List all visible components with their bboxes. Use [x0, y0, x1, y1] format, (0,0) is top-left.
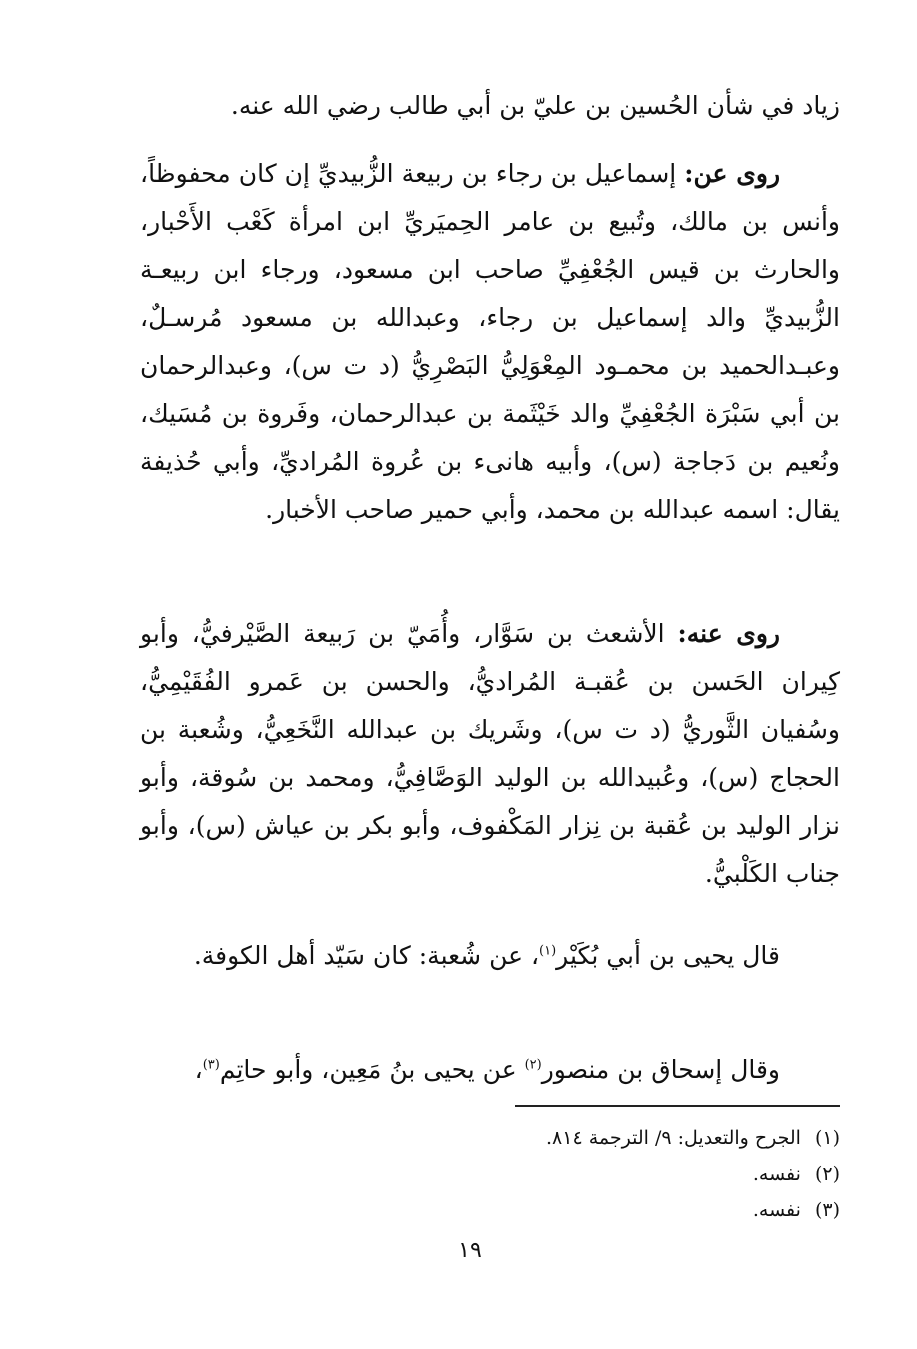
paragraph-text: ، — [194, 1055, 203, 1084]
paragraph-text: إسماعيل بن رجاء بن ربيعة الزُّبيديِّ إن كان محفوظاً، وأنس بن مالك، وتُبيع بن عامر الحِميَريِّ ابن امرأة كَعْب الأَحْبار، والحارث بن قيس الجُعْفِيِّ صاحب ابن مسعود، ورجاء ابن ربيعـة الزُّبيديِّ والد إسماعيل بن رجاء، وعبدالله بن مسعود مُرسـلٌ، وعبـدالحميد بن محمـود المِعْوَلِيُّ البَصْرِيُّ (د ت س)، وعبدالرحمان بن أبي سَبْرَة الجُعْفِيِّ والد خَيْثَمة بن عبدالرحمان، وفَروة بن مُسَيك، ونُعيم بن دَجاجة (س)، وأبيه هانىء بن عُروة المُراديِّ، وأبي حُذيفة يقال: اسمه عبدالله بن محمد، وأبي حمير صاحب الأخبار. — [140, 159, 840, 524]
paragraph-lead: روى عن: — [684, 159, 781, 188]
page-number: ١٩ — [458, 1238, 482, 1263]
footnote-divider — [515, 1105, 840, 1107]
footnote-item — [480, 1120, 840, 1156]
paragraph-text: قال يحيى بن أبي بُكَيْر — [556, 941, 780, 970]
paragraph-lead: روى عنه: — [677, 619, 780, 648]
footnotes — [480, 1120, 840, 1228]
footnote-number: (٢) — [814, 1163, 840, 1185]
paragraph-text: ، عن شُعبة: كان سَيّد أهل الكوفة. — [193, 941, 540, 970]
footnote-ref-2[interactable]: (٢) — [524, 1057, 542, 1073]
footnote-item — [480, 1156, 840, 1192]
footnote-ref-3[interactable]: (٣) — [202, 1057, 220, 1073]
paragraph-text: الأشعث بن سَوَّار، وأُمَيّ بن رَبيعة الصَّيْرفيُّ، وأبو كِيران الحَسن بن عُقبـة المُراديُّ، والحسن بن عَمرو الفُقَيْمِيُّ، وسُفيان الثَّوريُّ (د ت س)، وشَريك بن عبدالله النَّخَعِيُّ، وشُعبة بن الحجاج (س)، وعُبيدالله بن الوليد الوَصَّافِيُّ، ومحمد بن سُوقة، وأبو نزار الوليد بن عُقبة بن نِزار المَكْفوف، وأبو بكر بن عياش (س)، وأبو جناب الكَلْبيُّ. — [140, 619, 840, 888]
paragraph-continuation — [140, 82, 840, 130]
footnote-item — [480, 1192, 840, 1228]
footnote-ref-1[interactable]: (١) — [539, 943, 557, 959]
paragraph-ishaq-quote — [140, 1046, 840, 1094]
paragraph-text: زياد في شأن الحُسين بن عليّ بن أبي طالب رضي الله عنه. — [230, 91, 840, 120]
footnote-text: نفسه. — [752, 1199, 801, 1221]
footnote-number: (٣) — [814, 1199, 840, 1221]
paragraph-text: وقال إسحاق بن منصور — [541, 1055, 780, 1084]
paragraph-text: عن يحيى بنُ مَعِين، وأبو حاتِم — [219, 1055, 525, 1084]
paragraph-shuba-quote — [140, 932, 840, 980]
paragraph-narrated-from — [140, 150, 840, 534]
footnote-text: الجرح والتعديل: ٩/ الترجمة ٨١٤. — [546, 1127, 801, 1149]
footnote-text: نفسه. — [752, 1163, 801, 1185]
paragraph-narrated-by — [140, 610, 840, 898]
footnote-number: (١) — [814, 1127, 840, 1149]
